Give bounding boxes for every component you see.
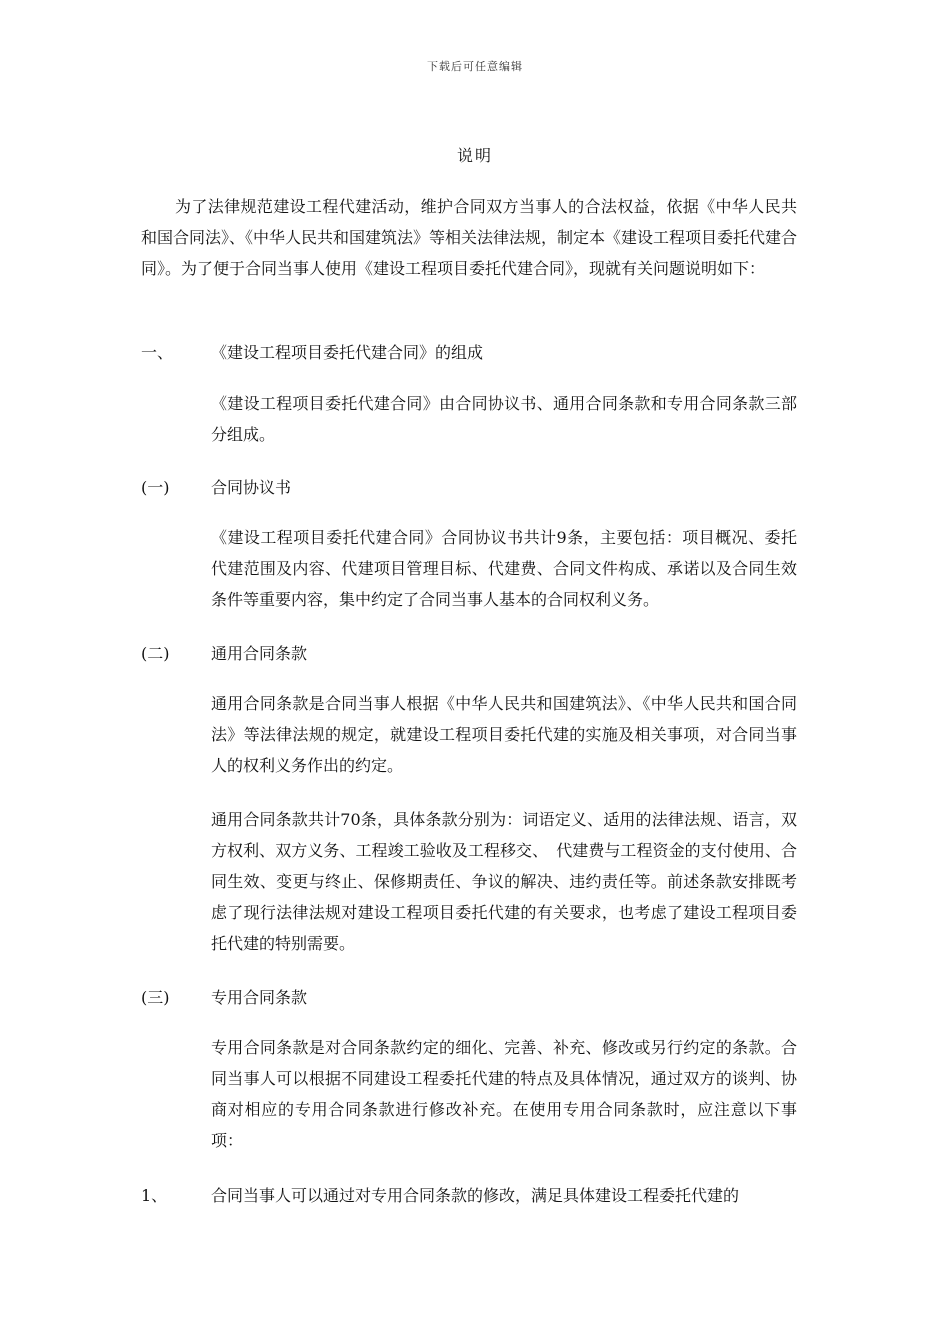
section-number: 一、 [141, 343, 174, 362]
subsection-title: 通用合同条款 [211, 644, 308, 663]
subsection-number: (一) [141, 478, 170, 497]
subsection-heading-3 [141, 986, 801, 1010]
subsection-2-paragraph-1: 通用合同条款是合同当事人根据《中华人民共和国建筑法》、《中华人民共和国合同法》等法律法规的规定，就建设工程项目委托代建的实施及相关事项，对合同当事人的权利义务作出的约定。 [211, 694, 797, 775]
subsection-3-paragraph: 专用合同条款是对合同条款约定的细化、完善、补充、修改或另行约定的条款。合同当事人可以根据不同建设工程委托代建的特点及具体情况，通过双方的谈判、协商对相应的专用合同条款进行修改补充。在使用专用合同条款时，应注意以下事项： [211, 1038, 797, 1150]
header-note: 下载后可任意编辑 [427, 60, 523, 73]
subsection-title: 专用合同条款 [211, 988, 308, 1007]
section-title: 《建设工程项目委托代建合同》的组成 [211, 343, 484, 362]
document-title: 说明 [456, 146, 493, 165]
subsection-1-paragraph: 《建设工程项目委托代建合同》合同协议书共计9条，主要包括：项目概况、委托代建范围及内容、代建项目管理目标、代建费、合同文件构成、承诺以及合同生效条件等重要内容，集中约定了合同当事人基本的合同权利义务。 [211, 528, 797, 609]
section-heading-1 [141, 341, 801, 365]
subsection-number: (二) [141, 644, 170, 663]
section-1-paragraph: 《建设工程项目委托代建合同》由合同协议书、通用合同条款和专用合同条款三部分组成。 [211, 394, 797, 444]
subsection-2-paragraph-2: 通用合同条款共计70条，具体条款分别为：词语定义、适用的法律法规、语言，双方权利、双方义务、工程竣工验收及工程移交、 代建费与工程资金的支付使用、合同生效、变更与终止、保修期责任、争议的解决、违约责任等。前述条款安排既考虑了现行法律法规对建设工程项目委托代建的有关要求，也考虑了建设工程项目委托代建的特别需要。 [211, 810, 797, 953]
list-item-text: 合同当事人可以通过对专用合同条款的修改，满足具体建设工程委托代建的 [211, 1186, 740, 1205]
intro-paragraph: 为了法律规范建设工程代建活动，维护合同双方当事人的合法权益，依据《中华人民共和国合同法》、《中华人民共和国建筑法》等相关法律法规，制定本《建设工程项目委托代建合同》。为了便于合同当事人使用《建设工程项目委托代建合同》，现就有关问题说明如下： [141, 197, 798, 278]
list-item-1 [141, 1184, 801, 1208]
list-item-number: 1、 [141, 1186, 168, 1205]
subsection-heading-2 [141, 642, 801, 666]
subsection-number: (三) [141, 988, 170, 1007]
subsection-heading-1 [141, 476, 801, 500]
subsection-title: 合同协议书 [211, 478, 292, 497]
